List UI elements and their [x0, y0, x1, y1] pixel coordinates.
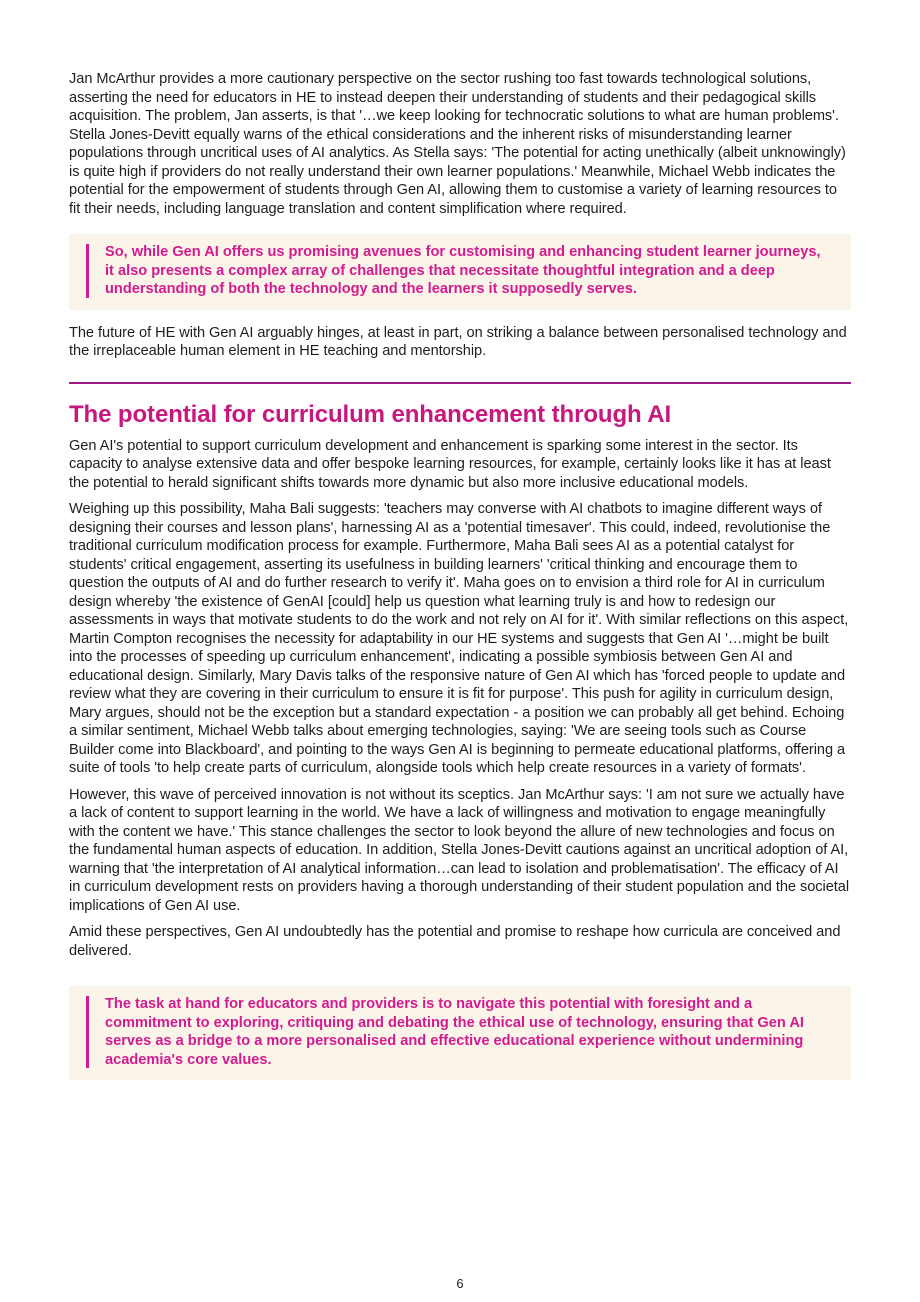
callout-accent-bar: [86, 244, 89, 298]
callout-box-task: [69, 986, 851, 1080]
callout-text: So, while Gen AI offers us promising avenues for customising and enhancing student learner journeys, it also presents a complex array of challenges that necessitate thoughtful integration and a deep understanding of both the technology and the learners it supposedly serves.: [105, 244, 821, 297]
callout-accent-bar: [86, 996, 89, 1068]
page-content: [69, 70, 851, 1094]
section-divider: [69, 382, 851, 384]
page-number: 6: [456, 1276, 464, 1291]
section-heading: The potential for curriculum enhancement through AI: [69, 400, 672, 428]
paragraph-amid-perspectives: Amid these perspectives, Gen AI undoubtedly has the potential and promise to reshape how curricula are conceived and delivered.: [69, 924, 841, 959]
paragraph-future-balance: The future of HE with Gen AI arguably hinges, at least in part, on striking a balance between personalised technology and the irreplaceable human element in HE teaching and mentorship.: [69, 324, 847, 359]
callout-text: The task at hand for educators and providers is to navigate this potential with foresight and a commitment to exploring, critiquing and debating the ethical use of technology, ensuring that Gen AI serves as a bridge to a more personalised and effective educational experience without undermining academia's core values.: [105, 996, 804, 1068]
paragraph-mcarthur-caution: Jan McArthur provides a more cautionary perspective on the sector rushing too fast towards technological solutions, asserting the need for educators in HE to instead deepen their understanding of students and their pedagogical skills acquisition. The problem, Jan asserts, is that '…we keep looking for technocratic solutions to what are human problems'. Stella Jones-Devitt equally warns of the ethical considerations and the inherent risks of misunderstanding learner populations through uncritical uses of AI analytics. As Stella says: 'The potential for acting unethically (albeit unknowingly) is quite high if providers do not really understand their own learner populations.' Meanwhile, Michael Webb indicates the potential for the empowerment of students through Gen AI, allowing them to customise a variety of learning resources to fit their needs, including language translation and content simplification where required.: [69, 71, 846, 217]
paragraph-sceptics: However, this wave of perceived innovation is not without its sceptics. Jan McArthur says: 'I am not sure we actually have a lack of content to support learning in the world. We have a lack of willingness and motivation to engage meaningfully with the content we have.' This stance challenges the sector to look beyond the allure of new technologies and focus on the fundamental human aspects of education. In addition, Stella Jones-Devitt cautions against an uncritical adoption of AI, warning that 'the interpretation of AI analytical information…can lead to isolation and problematisation'. The efficacy of AI in curriculum development rests on providers having a thorough understanding of their student population and the societal implications of Gen AI use.: [69, 786, 850, 914]
callout-box-challenges: [69, 234, 851, 310]
paragraph-maha-bali: Weighing up this possibility, Maha Bali suggests: 'teachers may converse with AI chatbots to imagine different ways of designing their courses and lesson plans', harnessing AI as a 'potential timesaver'. This could, indeed, revolutionise the traditional curriculum modification process for example. Furthermore, Maha Bali sees AI as a potential catalyst for students' critical engagement, asserting its usefulness in building learners' 'critical thinking and encourage them to question the outputs of AI and do further research to verify it'. Maha goes on to envision a third role for AI in curriculum design whereby 'the existence of GenAI [could] help us question what learning truly is and how to redesign our assessments in ways that motivate students to do the work and not rely on AI for it'. With similar reflections on this aspect, Martin Compton recognises the necessity for adaptability in our HE systems and suggests that Gen AI '…might be built into the processes of speeding up curriculum enhancement', indicating a possible symbiosis between Gen AI and educational design. Similarly, Mary Davis talks of the responsive nature of Gen AI which has 'forced people to update and review what they are covering in their curriculum to ensure it is fit for purpose'. This push for agility in curriculum design, Mary argues, should not be the exception but a standard expectation - a position we can probably all get behind. Echoing a similar sentiment, Michael Webb talks about emerging technologies, saying: 'We are seeing tools such as Course Builder come into Blackboard', and pointing to the ways Gen AI is beginning to permeate educational platforms, offering a suite of tools 'to help create parts of curriculum, alongside tools which help create resources in a variety of formats'.: [69, 501, 849, 776]
paragraph-curriculum-intro: Gen AI's potential to support curriculum development and enhancement is sparking some interest in the sector. Its capacity to analyse extensive data and offer bespoke learning resources, for example, certainly looks like it has at least the potential to herald significant shifts towards more dynamic but also more inclusive educational models.: [69, 437, 831, 491]
